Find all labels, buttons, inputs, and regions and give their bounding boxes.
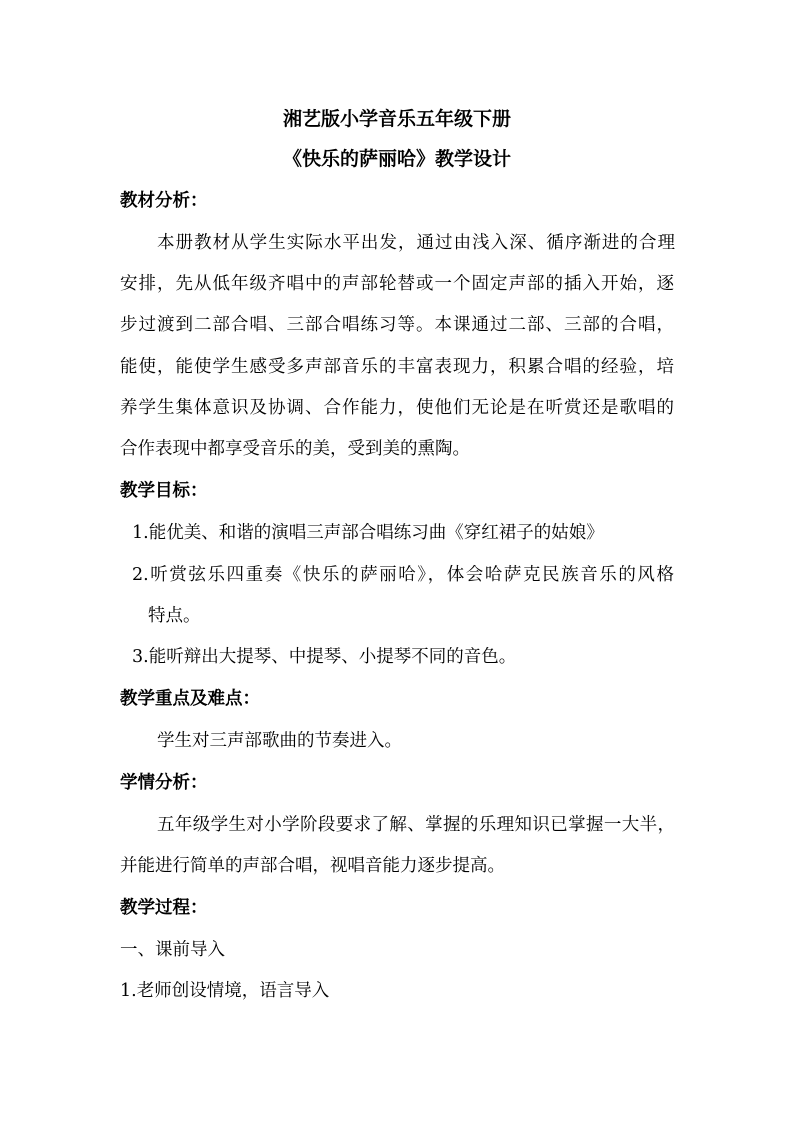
doc-subtitle: 《快乐的萨丽哈》教学设计 xyxy=(282,148,511,170)
material-paragraph-line: 步过渡到二部合唱、三部合唱练习等。本课通过二部、三部的合唱， xyxy=(120,315,674,335)
goal-item: 2.听赏弦乐四重奏《快乐的萨丽哈》，体会哈萨克民族音乐的风格 xyxy=(132,565,674,585)
goal-item: 3.能听辩出大提琴、中提琴、小提琴不同的音色。 xyxy=(132,647,517,667)
process-section-title: 一、课前导入 xyxy=(120,940,225,960)
heading-student-analysis: 学情分析： xyxy=(120,773,208,793)
key-points-text: 学生对三声部歌曲的节奏进入。 xyxy=(157,731,402,751)
analysis-paragraph-line: 五年级学生对小学阶段要求了解、掌握的乐理知识已掌握一大半， xyxy=(157,815,675,835)
analysis-paragraph-line: 并能进行简单的声部合唱，视唱音能力逐步提高。 xyxy=(120,856,505,876)
material-paragraph-line: 本册教材从学生实际水平出发，通过由浅入深、循序渐进的合理 xyxy=(157,233,675,253)
material-paragraph-line: 安排，先从低年级齐唱中的声部轮替或一个固定声部的插入开始，逐 xyxy=(120,274,674,294)
process-step: 1.老师创设情境，语言导入 xyxy=(120,981,330,1001)
goal-item: 1.能优美、和谐的演唱三声部合唱练习曲《穿红裙子的姑娘》 xyxy=(132,523,604,543)
material-paragraph-line: 能使，能使学生感受多声部音乐的丰富表现力，积累合唱的经验，培 xyxy=(120,357,674,377)
heading-teaching-goals: 教学目标： xyxy=(120,481,208,501)
goal-item-continuation: 特点。 xyxy=(148,606,201,626)
heading-teaching-process: 教学过程： xyxy=(120,898,208,918)
heading-material-analysis: 教材分析： xyxy=(120,191,208,211)
material-paragraph-line: 养学生集体意识及协调、合作能力，使他们无论是在听赏还是歌唱的 xyxy=(120,398,674,418)
doc-title: 湘艺版小学音乐五年级下册 xyxy=(282,108,511,130)
heading-key-points: 教学重点及难点： xyxy=(120,689,260,709)
material-paragraph-line: 合作表现中都享受音乐的美，受到美的熏陶。 xyxy=(120,439,470,459)
